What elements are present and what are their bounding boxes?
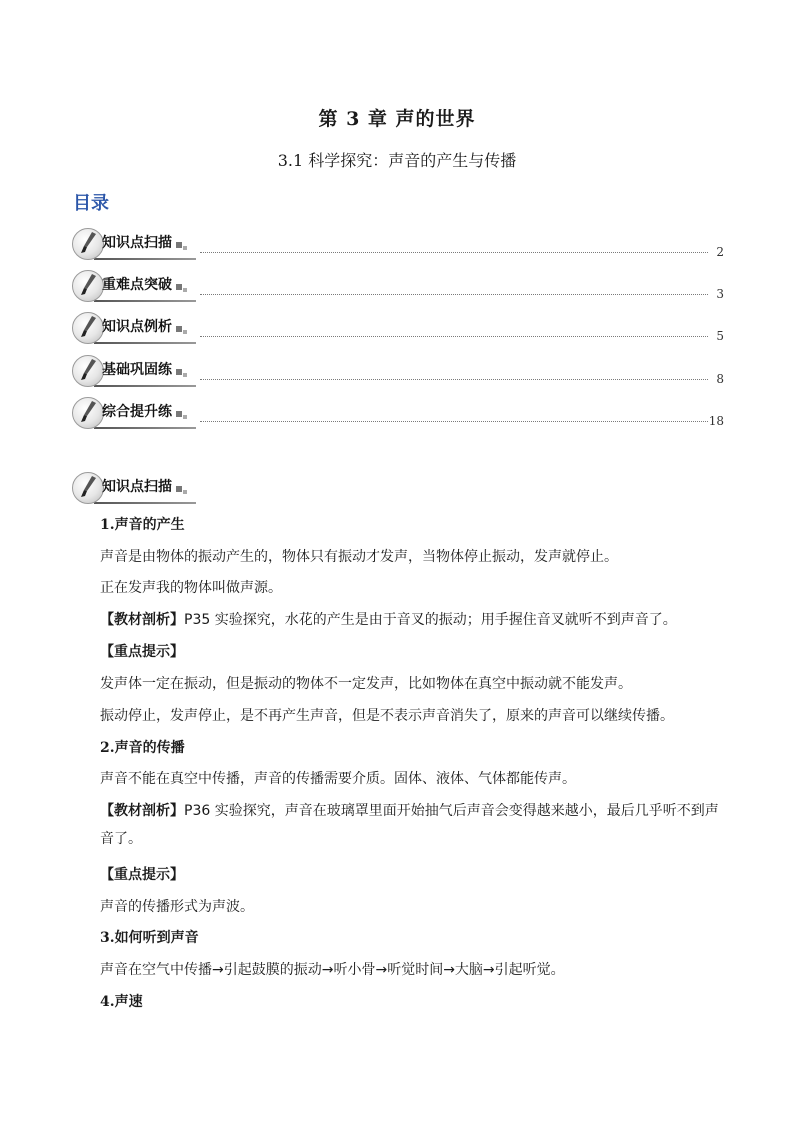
- paragraph-textbook-analysis: [100, 797, 722, 853]
- tag-textbook-analysis: 【教材剖析】: [100, 803, 184, 819]
- section-badge-label: 知识点扫描: [102, 479, 172, 495]
- paragraph: 振动停止，发声停止，是不再产生声音，但是不表示声音消失了，原来的声音可以继续传播。: [100, 708, 674, 724]
- toc-label: 综合提升练: [102, 404, 172, 420]
- chapter-title: 第 3 章 声的世界: [318, 108, 476, 130]
- toc-row[interactable]: [72, 228, 724, 262]
- paragraph: 发声体一定在振动，但是振动的物体不一定发声，比如物体在真空中振动就不能发声。: [100, 676, 632, 692]
- toc-leader: [200, 252, 708, 253]
- toc-page: 8: [716, 372, 724, 386]
- brush-icon: [72, 270, 104, 302]
- toc-label: 基础巩固练: [102, 362, 172, 378]
- tag-textbook-analysis: 【教材剖析】: [100, 612, 184, 628]
- toc-page: 3: [716, 287, 724, 301]
- toc-badge: [72, 312, 196, 346]
- toc-row[interactable]: [72, 397, 724, 431]
- brush-icon: [72, 472, 104, 504]
- heading-sound-propagation: 2.声音的传播: [100, 740, 185, 756]
- heading-how-hear-sound: 3.如何听到声音: [100, 930, 199, 946]
- tag-key-hint: 【重点提示】: [100, 867, 184, 883]
- toc-badge: [72, 270, 196, 304]
- toc-label: 重难点突破: [102, 277, 172, 293]
- toc-page: 18: [708, 414, 724, 428]
- toc-badge: [72, 228, 196, 262]
- toc-leader: [200, 336, 708, 337]
- brush-icon: [72, 312, 104, 344]
- tag-key-hint: 【重点提示】: [100, 644, 184, 660]
- paragraph: 声音是由物体的振动产生的，物体只有振动才发声，当物体停止振动，发声就停止。: [100, 549, 618, 565]
- brush-icon: [72, 228, 104, 260]
- toc-badge: [72, 397, 196, 431]
- toc-heading: 目录: [73, 193, 109, 214]
- toc-badge: [72, 355, 196, 389]
- brush-icon: [72, 397, 104, 429]
- toc-leader: [200, 379, 708, 380]
- paragraph: 声音在空气中传播→引起鼓膜的振动→听小骨→听觉时间→大脑→引起听觉。: [100, 962, 565, 978]
- paragraph: 声音不能在真空中传播，声音的传播需要介质。固体、液体、气体都能传声。: [100, 771, 576, 787]
- paragraph-text: P36 实验探究，声音在玻璃罩里面开始抽气后声音会变得越来越小，最后几乎听不到声音了。: [100, 803, 719, 847]
- heading-sound-speed: 4.声速: [100, 994, 143, 1010]
- toc-row[interactable]: [72, 270, 724, 304]
- toc-row[interactable]: [72, 355, 724, 389]
- paragraph: 正在发声我的物体叫做声源。: [100, 580, 282, 596]
- paragraph: 声音的传播形式为声波。: [100, 899, 254, 915]
- brush-icon: [72, 355, 104, 387]
- toc-label: 知识点扫描: [102, 235, 172, 251]
- paragraph-text: P35 实验探究，水花的产生是由于音叉的振动；用手握住音叉就听不到声音了。: [184, 612, 677, 628]
- paragraph-textbook-analysis: [100, 610, 677, 630]
- heading-sound-production: 1.声音的产生: [100, 517, 185, 533]
- toc-row[interactable]: [72, 312, 724, 346]
- section-badge: [72, 472, 196, 506]
- toc-leader: [200, 421, 708, 422]
- section-title: 3.1 科学探究：声音的产生与传播: [277, 151, 517, 170]
- toc-leader: [200, 294, 708, 295]
- toc-label: 知识点例析: [102, 319, 172, 335]
- toc-page: 5: [716, 329, 724, 343]
- toc-page: 2: [716, 245, 724, 259]
